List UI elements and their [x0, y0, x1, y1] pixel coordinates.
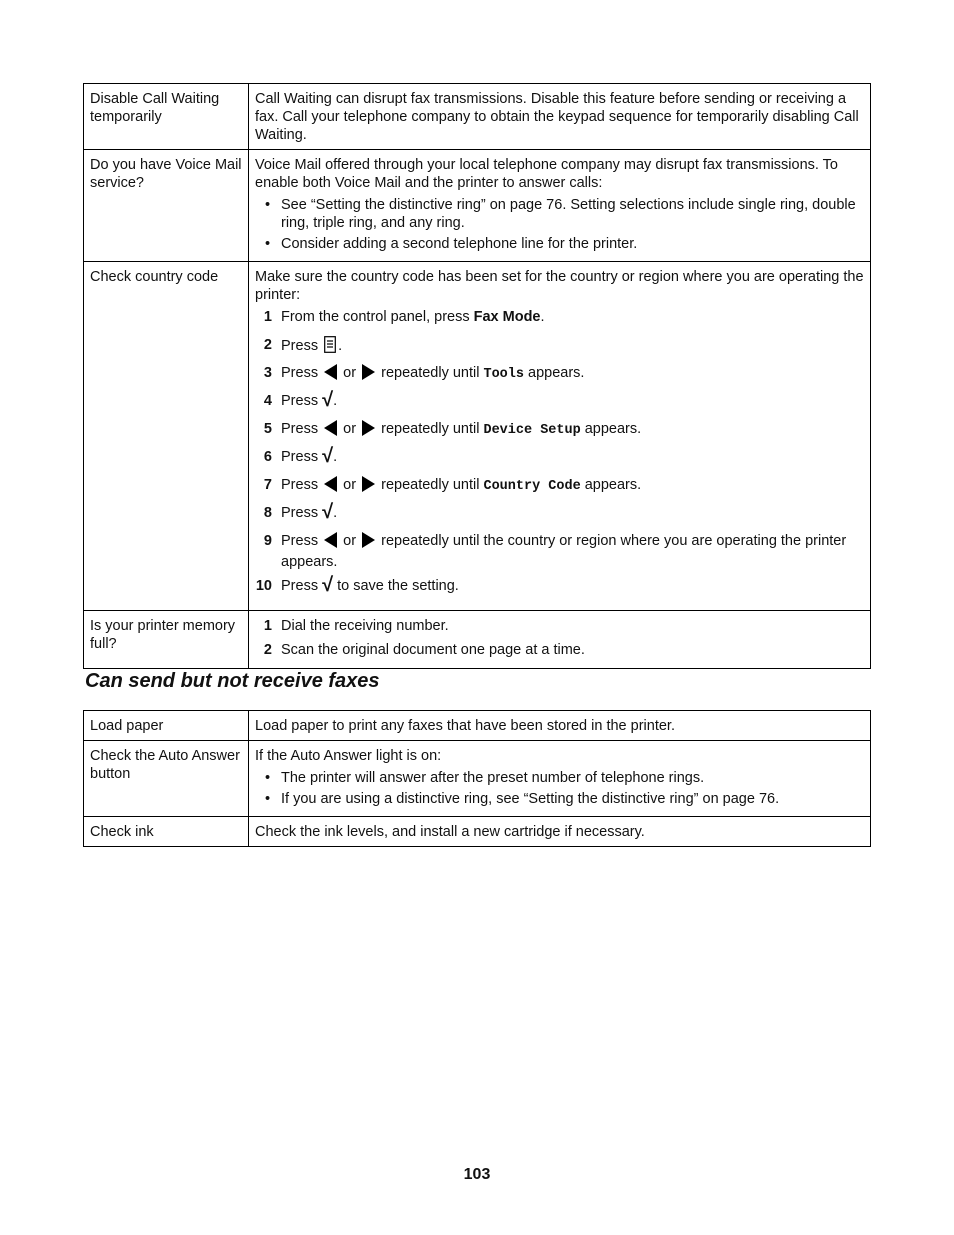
step-item: 2 Press .	[255, 336, 865, 358]
list-item: • The printer will answer after the preset number of telephone rings.	[255, 769, 865, 787]
troubleshooting-table-receive	[83, 710, 871, 847]
step-item: 5 Press or repeatedly until Device Setup appears.	[255, 420, 865, 442]
row-label: Check country code	[84, 262, 249, 611]
menu-icon	[324, 336, 336, 358]
row-intro: If the Auto Answer light is on:	[255, 748, 442, 764]
step-number: 10	[255, 578, 272, 594]
row-label: Load paper	[84, 711, 249, 741]
row-label: Check ink	[84, 817, 249, 847]
row-content	[249, 150, 871, 262]
row-content	[249, 741, 871, 817]
row-content	[249, 262, 871, 611]
step-list	[255, 308, 865, 599]
right-arrow-icon	[362, 532, 375, 553]
step-item: 4 Press √.	[255, 392, 865, 414]
step-item: 10 Press √ to save the setting.	[255, 574, 459, 596]
step-number: 3	[263, 365, 272, 381]
row-label: Disable Call Waiting temporarily	[84, 84, 249, 150]
step-number: 1	[263, 618, 272, 634]
device-setup-label: Device Setup	[483, 423, 581, 438]
table-row	[84, 262, 871, 611]
step-item: 3 Press or repeatedly until Tools appears.	[255, 364, 865, 386]
step-number: 2	[263, 337, 272, 353]
step-number: 2	[263, 642, 272, 658]
table-row	[84, 84, 871, 150]
left-arrow-icon	[324, 532, 337, 553]
step-number: 8	[263, 505, 272, 521]
checkmark-icon: √	[322, 501, 334, 523]
left-arrow-icon	[324, 364, 337, 385]
section-title: Can send but not receive faxes	[85, 670, 380, 692]
table-row	[84, 817, 871, 847]
row-label: Is your printer memory full?	[84, 611, 249, 669]
table-row	[84, 150, 871, 262]
step-number: 4	[263, 393, 272, 409]
checkmark-icon: √	[322, 389, 334, 411]
right-arrow-icon	[362, 476, 375, 497]
country-code-label: Country Code	[483, 479, 581, 494]
step-item: 2 Scan the original document one page at a time.	[255, 641, 865, 663]
checkmark-icon: √	[322, 445, 334, 467]
tools-label: Tools	[483, 367, 524, 382]
bullet-list	[255, 196, 865, 253]
step-number: 6	[263, 449, 272, 465]
step-number: 1	[263, 309, 272, 325]
row-text: Call Waiting can disrupt fax transmissions. Disable this feature before sending or receiving a fax. Call your telephone company to obtain the keypad sequence for temporarily disabling Call Waiting.	[249, 84, 871, 150]
list-item: • Consider adding a second telephone line for the printer.	[255, 235, 865, 253]
row-label: Do you have Voice Mail service?	[84, 150, 249, 262]
row-content	[249, 611, 871, 669]
step-item: 1 Dial the receiving number.	[255, 617, 865, 639]
table-row	[84, 611, 871, 669]
row-text: Check the ink levels, and install a new cartridge if necessary.	[249, 817, 871, 847]
list-item: • See “Setting the distinctive ring” on page 76. Setting selections include single ring, double ring, triple ring, and any ring.	[255, 196, 865, 232]
step-item: 7 Press or repeatedly until Country Code appears.	[255, 476, 865, 498]
step-number: 9	[263, 533, 272, 549]
step-item: 1 From the control panel, press Fax Mode.	[255, 308, 865, 330]
row-text: Load paper to print any faxes that have been stored in the printer.	[249, 711, 871, 741]
right-arrow-icon	[362, 420, 375, 441]
row-intro: Voice Mail offered through your local telephone company may disrupt fax transmissions. To enable both Voice Mail and the printer to answer calls:	[255, 157, 838, 191]
table-row	[84, 741, 871, 817]
step-item: 8 Press √.	[255, 504, 865, 526]
fax-mode-label: Fax Mode	[473, 309, 541, 325]
left-arrow-icon	[324, 420, 337, 441]
list-item: • If you are using a distinctive ring, see “Setting the distinctive ring” on page 76.	[255, 790, 865, 808]
right-arrow-icon	[362, 364, 375, 385]
table-row	[84, 711, 871, 741]
troubleshooting-table-send	[83, 83, 871, 669]
page-number: 103	[463, 1166, 491, 1183]
checkmark-icon: √	[322, 574, 334, 596]
step-number: 5	[263, 421, 272, 437]
step-list	[255, 617, 865, 663]
step-number: 7	[263, 477, 272, 493]
bullet-list	[255, 769, 865, 808]
step-item: 6 Press √.	[255, 448, 865, 470]
step-item: 9 Press or repeatedly until the country or region where you are operating the printer appears.	[255, 532, 865, 571]
row-intro: Make sure the country code has been set for the country or region where you are operating the printer:	[255, 269, 864, 303]
left-arrow-icon	[324, 476, 337, 497]
row-label: Check the Auto Answer button	[84, 741, 249, 817]
